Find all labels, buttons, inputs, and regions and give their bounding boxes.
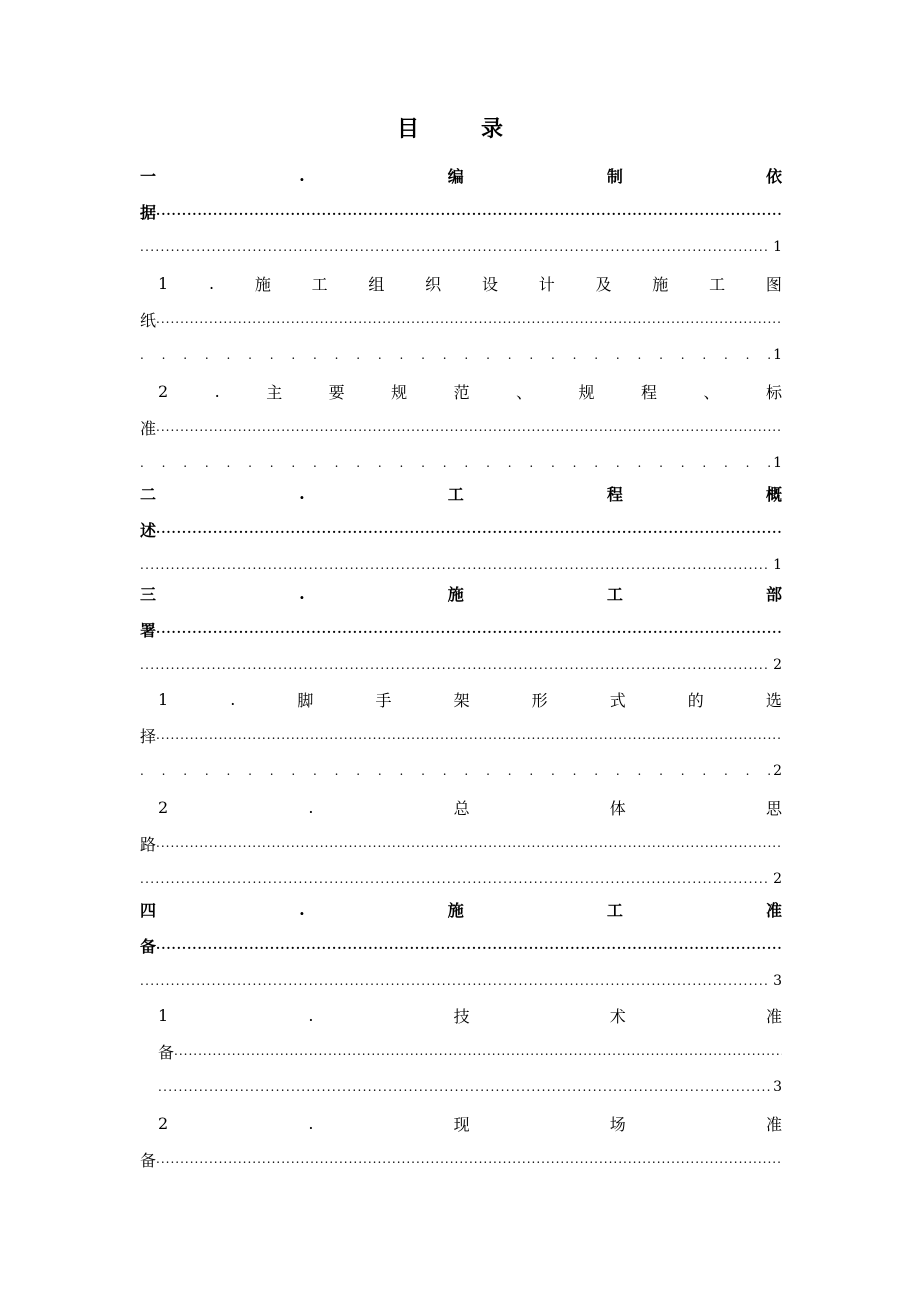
toc-entry-page-line: [140, 968, 782, 994]
toc-entry-last-char: 路: [140, 834, 157, 854]
leader-dots: [140, 968, 770, 994]
toc-entry-last-char: 备: [140, 936, 157, 956]
toc-heading-char: 1: [158, 689, 169, 709]
toc-heading-char: 工: [606, 900, 623, 920]
toc-entry-continuation: [140, 516, 782, 542]
toc-heading-char: 制: [606, 166, 623, 186]
toc-heading-char: 部: [765, 584, 782, 604]
toc-heading-char: 图: [765, 274, 782, 294]
toc-entry-last-char: 署: [140, 620, 157, 640]
leader-dots: [140, 758, 770, 784]
toc-entry-heading: [158, 686, 782, 712]
leader-dots: [140, 234, 770, 260]
toc-heading-char: 标: [765, 382, 782, 402]
toc-entry-heading: [158, 1002, 782, 1028]
toc-heading-char: 施: [447, 900, 464, 920]
toc-heading-char: 准: [765, 1114, 782, 1134]
toc-heading-char: 施: [652, 274, 669, 294]
toc-entry-continuation: [140, 616, 782, 642]
toc-heading-char: 架: [453, 690, 470, 710]
toc-heading-char: 三: [140, 584, 157, 604]
toc-heading-char: 技: [453, 1006, 470, 1026]
toc-entry-page-line: [140, 342, 782, 368]
leader-dots: [156, 830, 782, 856]
toc-entry-last-char: 纸: [140, 310, 157, 330]
toc-heading-char: 设: [481, 274, 498, 294]
toc-heading-char: 工: [447, 484, 464, 504]
toc-heading-char: 工: [311, 274, 328, 294]
toc-entry-heading: [158, 270, 782, 296]
toc-heading-char: 计: [538, 274, 555, 294]
toc-heading-char: 2: [158, 797, 169, 817]
toc-entry-heading: [140, 162, 782, 188]
toc-heading-char: 四: [140, 900, 157, 920]
toc-heading-char: 要: [328, 382, 345, 402]
toc-heading-char: .: [308, 797, 314, 817]
toc-heading-char: 1: [158, 1005, 169, 1025]
toc-entry-continuation: [140, 830, 782, 856]
toc-entry-heading: [158, 378, 782, 404]
toc-heading-char: 手: [375, 690, 392, 710]
toc-heading-char: 工: [606, 584, 623, 604]
toc-heading-char: 准: [765, 1006, 782, 1026]
toc-entry-last-char: 据: [140, 202, 157, 222]
toc-heading-char: 规: [578, 382, 595, 402]
leader-dots: [156, 616, 782, 642]
toc-heading-char: .: [299, 483, 305, 503]
toc-heading-char: 现: [453, 1114, 470, 1134]
toc-entry-last-char: 备: [140, 1150, 157, 1170]
toc-entry-last-char: 述: [140, 520, 157, 540]
toc-heading-char: 选: [765, 690, 782, 710]
leader-dots: [156, 516, 782, 542]
toc-heading-char: 组: [368, 274, 385, 294]
toc-heading-char: 体: [609, 798, 626, 818]
toc-heading-char: 2: [158, 381, 169, 401]
toc-heading-char: 总: [453, 798, 470, 818]
toc-page-number[interactable]: 1: [773, 239, 782, 255]
leader-dots: [140, 450, 770, 476]
toc-entry-continuation: [140, 722, 782, 748]
toc-heading-char: 1: [158, 273, 169, 293]
toc-page-number[interactable]: 1: [773, 557, 782, 573]
toc-entry-heading: [140, 480, 782, 506]
toc-heading-char: 术: [609, 1006, 626, 1026]
toc-heading-char: 规: [391, 382, 408, 402]
leader-dots: [156, 198, 782, 224]
toc-heading-char: 程: [606, 484, 623, 504]
leader-dots: [140, 652, 770, 678]
toc-entry-page-line: [140, 552, 782, 578]
toc-heading-char: 一: [140, 166, 157, 186]
leader-dots: [156, 1146, 782, 1172]
toc-page-number[interactable]: 1: [773, 347, 782, 363]
toc-heading-char: 概: [765, 484, 782, 504]
toc-heading-char: 脚: [297, 690, 314, 710]
leader-dots: [140, 342, 770, 368]
leader-dots: [156, 932, 782, 958]
toc-entry-continuation: [140, 414, 782, 440]
toc-entry-continuation: [158, 1038, 782, 1064]
leader-dots: [156, 414, 782, 440]
toc-entry-continuation: [140, 932, 782, 958]
toc-entry-continuation: [140, 198, 782, 224]
toc-entry-continuation: [140, 306, 782, 332]
toc-page-number[interactable]: 2: [773, 871, 782, 887]
leader-dots: [158, 1074, 770, 1100]
leader-dots: [140, 866, 770, 892]
toc-heading-char: 工: [709, 274, 726, 294]
page-title: 目 录: [396, 116, 523, 142]
toc-heading-char: 形: [531, 690, 548, 710]
toc-entry-page-line: [140, 450, 782, 476]
toc-heading-char: 编: [447, 166, 464, 186]
toc-page-number[interactable]: 1: [773, 455, 782, 471]
toc-entry-page-line: [140, 866, 782, 892]
toc-entry-page-line: [140, 758, 782, 784]
toc-heading-char: 准: [765, 900, 782, 920]
toc-page-number[interactable]: 3: [773, 1079, 782, 1095]
toc-heading-char: 思: [765, 798, 782, 818]
toc-heading-char: 2: [158, 1113, 169, 1133]
leader-dots: [174, 1038, 782, 1064]
toc-entry-page-line: [158, 1074, 782, 1100]
toc-heading-char: .: [299, 583, 305, 603]
toc-heading-char: 、: [703, 382, 720, 402]
toc-entry-last-char: 备: [158, 1042, 175, 1062]
toc-heading-char: .: [308, 1113, 314, 1133]
toc-heading-char: 、: [516, 382, 533, 402]
toc-heading-char: .: [214, 381, 220, 401]
toc-entry-page-line: [140, 234, 782, 260]
toc-heading-char: 场: [609, 1114, 626, 1134]
toc-heading-char: 依: [765, 166, 782, 186]
toc-heading-char: .: [299, 165, 305, 185]
leader-dots: [140, 552, 770, 578]
toc-heading-char: .: [230, 689, 236, 709]
toc-heading-char: .: [208, 273, 215, 293]
toc-heading-char: 程: [641, 382, 658, 402]
toc-entry-page-line: [140, 652, 782, 678]
toc-heading-char: 二: [140, 484, 157, 504]
toc-entry-last-char: 择: [140, 726, 157, 746]
toc-page-number[interactable]: 2: [773, 657, 782, 673]
leader-dots: [156, 306, 782, 332]
leader-dots: [156, 722, 782, 748]
toc-heading-char: 主: [266, 382, 283, 402]
toc-heading-char: .: [308, 1005, 314, 1025]
toc-page-number[interactable]: 2: [773, 763, 782, 779]
toc-page-number[interactable]: 3: [773, 973, 782, 989]
toc-heading-char: 式: [609, 690, 626, 710]
toc-entry-heading: [158, 794, 782, 820]
toc-heading-char: 及: [595, 274, 612, 294]
toc-heading-char: 织: [425, 274, 442, 294]
toc-entry-heading: [158, 1110, 782, 1136]
toc-heading-char: 施: [254, 274, 271, 294]
toc-entry-continuation: [140, 1146, 782, 1172]
toc-entry-last-char: 准: [140, 418, 157, 438]
toc-entry-heading: [140, 580, 782, 606]
toc-heading-char: .: [299, 899, 305, 919]
toc-heading-char: 施: [447, 584, 464, 604]
toc-heading-char: 范: [453, 382, 470, 402]
toc-entry-heading: [140, 896, 782, 922]
toc-heading-char: 的: [687, 690, 704, 710]
